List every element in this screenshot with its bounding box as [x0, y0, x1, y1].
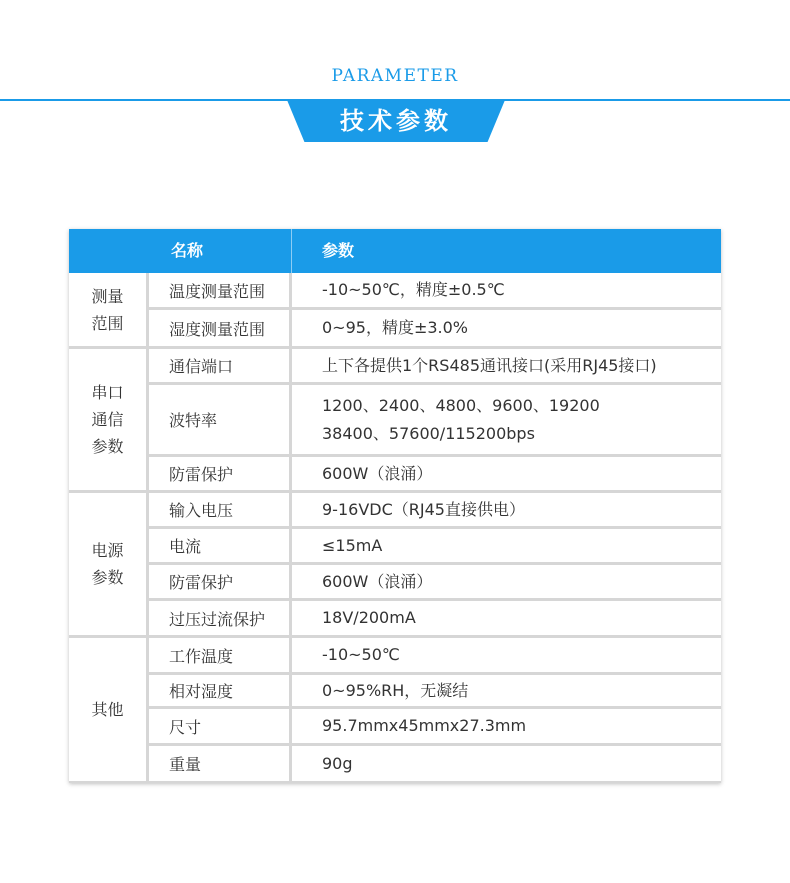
- row-name: 重量: [149, 746, 292, 781]
- table-row: [149, 310, 721, 346]
- header-chinese-title: 技术参数: [340, 107, 452, 135]
- row-value: 600W（浪涌）: [322, 463, 433, 483]
- table-row: [149, 675, 721, 709]
- group-measurement-range: [69, 273, 721, 349]
- row-name: 过压过流保护: [149, 601, 292, 635]
- table-header: [69, 229, 721, 273]
- row-name: 通信端口: [149, 349, 292, 382]
- row-value: 600W（浪涌）: [322, 571, 433, 591]
- row-name: 输入电压: [149, 493, 292, 526]
- row-value: 18V/200mA: [322, 608, 416, 627]
- column-header-name: 名称: [149, 229, 292, 273]
- table-row: [149, 385, 721, 457]
- row-name: 温度测量范围: [149, 273, 292, 307]
- row-value: 1200、2400、4800、9600、19200 38400、57600/115200bps: [322, 395, 600, 443]
- row-value: 90g: [322, 753, 353, 773]
- table-row: [149, 709, 721, 746]
- table-row: [149, 457, 721, 490]
- header-group-cell: [69, 229, 149, 273]
- parameter-table: [69, 229, 721, 783]
- table-row: [149, 493, 721, 529]
- row-value: -10~50℃: [322, 645, 400, 664]
- row-value: 0~95，精度±3.0%: [322, 318, 469, 337]
- row-value: 9-16VDC（RJ45直接供电）: [322, 499, 525, 519]
- group-serial-comm: [69, 349, 721, 493]
- group-label: 测量 范围: [69, 273, 149, 346]
- row-name: 防雷保护: [149, 565, 292, 598]
- row-value: ≤15mA: [322, 535, 383, 555]
- table-row: [149, 746, 721, 781]
- row-value: 0~95%RH，无凝结: [322, 680, 469, 700]
- row-name: 尺寸: [149, 709, 292, 743]
- table-row: [149, 565, 721, 601]
- row-value: 上下各提供1个RS485通讯接口(采用RJ45接口): [322, 355, 657, 375]
- row-name: 相对湿度: [149, 675, 292, 706]
- table-row: [149, 638, 721, 675]
- table-row: [149, 601, 721, 635]
- group-other: [69, 638, 721, 783]
- row-name: 波特率: [149, 385, 292, 454]
- row-value: -10~50℃，精度±0.5℃: [322, 280, 505, 299]
- header-english-title: PARAMETER: [331, 66, 459, 86]
- row-name: 防雷保护: [149, 457, 292, 490]
- table-row: [149, 273, 721, 310]
- row-name: 电流: [149, 529, 292, 562]
- row-name: 湿度测量范围: [149, 310, 292, 346]
- table-row: [149, 529, 721, 565]
- group-label: 电源 参数: [69, 493, 149, 635]
- group-label: 其他: [69, 638, 149, 781]
- row-name: 工作温度: [149, 638, 292, 672]
- group-power: [69, 493, 721, 638]
- column-header-param: 参数: [322, 241, 355, 260]
- row-value: 95.7mmx45mmx27.3mm: [322, 716, 527, 735]
- table-row: [149, 349, 721, 385]
- group-label: 串口 通信 参数: [69, 349, 149, 490]
